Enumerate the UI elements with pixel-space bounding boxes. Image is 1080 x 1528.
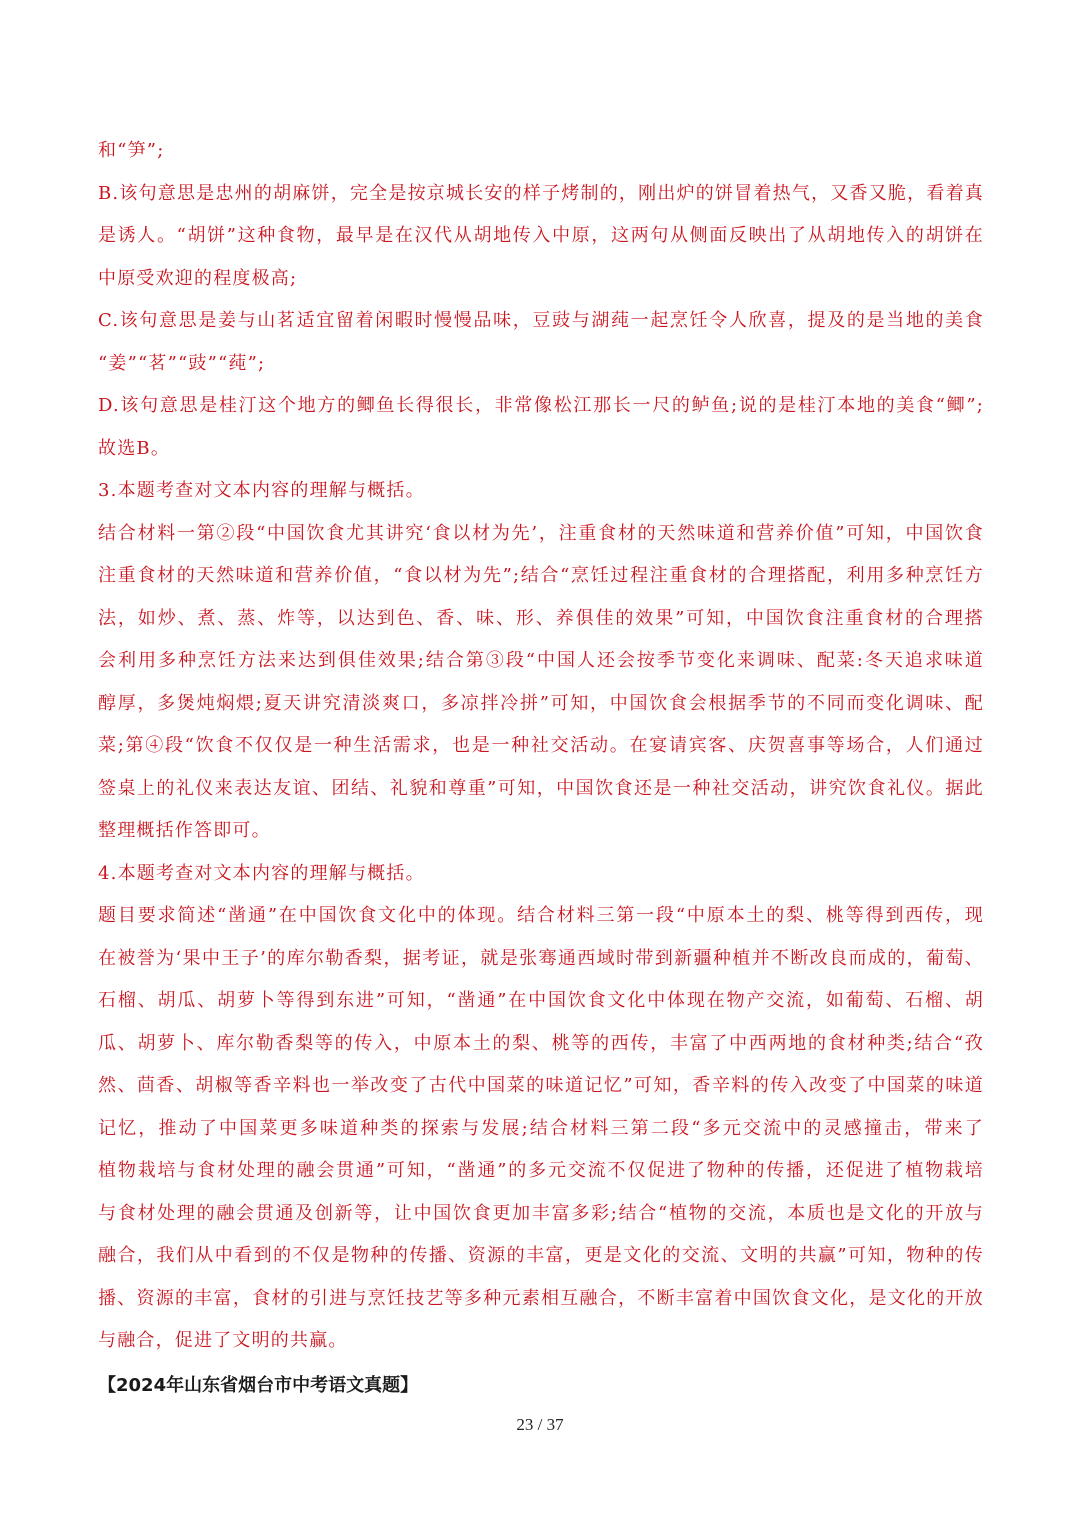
text-line: “姜”“茗”“豉”“莼”; [98,352,266,374]
answer-body [98,130,984,1363]
text-line: 播、资源的丰富，食材的引进与烹饪技艺等多种元素相互融合，不断丰富着中国饮食文化，是文化的开放 [98,1287,984,1309]
text-line: 是诱人。“胡饼”这种食物，最早是在汉代从胡地传入中原，这两句从侧面反映出了从胡地传入的胡饼在 [98,225,984,246]
text-line: 注重食材的天然味道和营养价值，“食以材为先”;结合“烹饪过程注重食材的合理搭配，利用多种烹饪方 [98,565,984,586]
text-line: 中原受欢迎的程度极高; [98,267,298,289]
text-line: 与食材处理的融会贯通及创新等，让中国饮食更加丰富多彩;结合“植物的交流，本质也是文化的开放与 [98,1202,984,1224]
text-line: C.该句意思是姜与山茗适宜留着闲暇时慢慢品味，豆豉与湖莼一起烹饪令人欣喜，提及的是当地的美食 [98,310,984,331]
text-line: 植物栽培与食材处理的融会贯通”可知，“凿通”的多元交流不仅促进了物种的传播，还促进了植物栽培 [98,1160,984,1181]
text-line: 融合，我们从中看到的不仅是物种的传播、资源的丰富，更是文化的交流、文明的共赢”可知，物种的传 [98,1245,984,1266]
text-line: 醇厚，多煲炖焖煨;夏天讲究清淡爽口，多凉拌冷拼”可知，中国饮食会根据季节的不同而变化调味、配 [98,692,984,714]
text-line: 整理概括作答即可。 [98,820,271,841]
text-line: 与融合，促进了文明的共赢。 [98,1330,348,1351]
section-heading: 【2024年山东省烟台市中考语文真题】 [98,1375,419,1396]
text-line: 然、茴香、胡椒等香辛料也一举改变了古代中国菜的味道记忆”可知，香辛料的传入改变了中国菜的味道 [98,1075,984,1096]
text-line: 石榴、胡瓜、胡萝卜等得到东进”可知，“凿通”在中国饮食文化中体现在物产交流，如葡萄、石榴、胡 [98,990,984,1011]
question-header: 4.本题考查对文本内容的理解与概括。 [98,862,425,884]
text-line: 菜;第④段“饮食不仅仅是一种生活需求，也是一种社交活动。在宴请宾客、庆贺喜事等场合，人们通过 [98,735,984,756]
text-line: 法，如炒、煮、蒸、炸等，以达到色、香、味、形、养俱佳的效果”可知，中国饮食注重食材的合理搭 [98,607,984,629]
question-header: 3.本题考查对文本内容的理解与概括。 [98,480,425,501]
text-line: 题目要求简述“凿通”在中国饮食文化中的体现。结合材料三第一段“中原本土的梨、桃等得到西传，现 [98,905,984,926]
text-line: 会利用多种烹饪方法来达到俱佳效果;结合第③段“中国人还会按季节变化来调味、配菜:冬天追求味道 [98,650,984,671]
text-line: 瓜、胡萝卜、库尔勒香梨等的传入，中原本土的梨、桃等的西传，丰富了中西两地的食材种类;结合“孜 [98,1032,984,1054]
text-line: 在被誉为‘果中王子’的库尔勒香梨，据考证，就是张骞通西域时带到新疆种植并不断改良而成的，葡萄、 [98,947,984,969]
text-line: 和“笋”; [98,140,165,161]
text-line: 结合材料一第②段“中国饮食尤其讲究‘食以材为先’，注重食材的天然味道和营养价值”可知，中国饮食 [98,522,984,544]
text-line: 故选B。 [98,437,171,459]
text-line: D.该句意思是桂汀这个地方的鲫鱼长得很长，非常像松江那长一尺的鲈鱼;说的是桂汀本地的美食“鲫”; [98,395,984,416]
text-line: 记忆，推动了中国菜更多味道种类的探索与发展;结合材料三第二段“多元交流中的灵感撞击，带来了 [98,1117,984,1139]
text-line: B.该句意思是忠州的胡麻饼，完全是按京城长安的样子烤制的，刚出炉的饼冒着热气，又香又脆，看着真 [98,182,984,204]
page-number: 23 / 37 [516,1415,564,1434]
text-line: 签桌上的礼仪来表达友谊、团结、礼貌和尊重”可知，中国饮食还是一种社交活动，讲究饮食礼仪。据此 [98,777,984,799]
